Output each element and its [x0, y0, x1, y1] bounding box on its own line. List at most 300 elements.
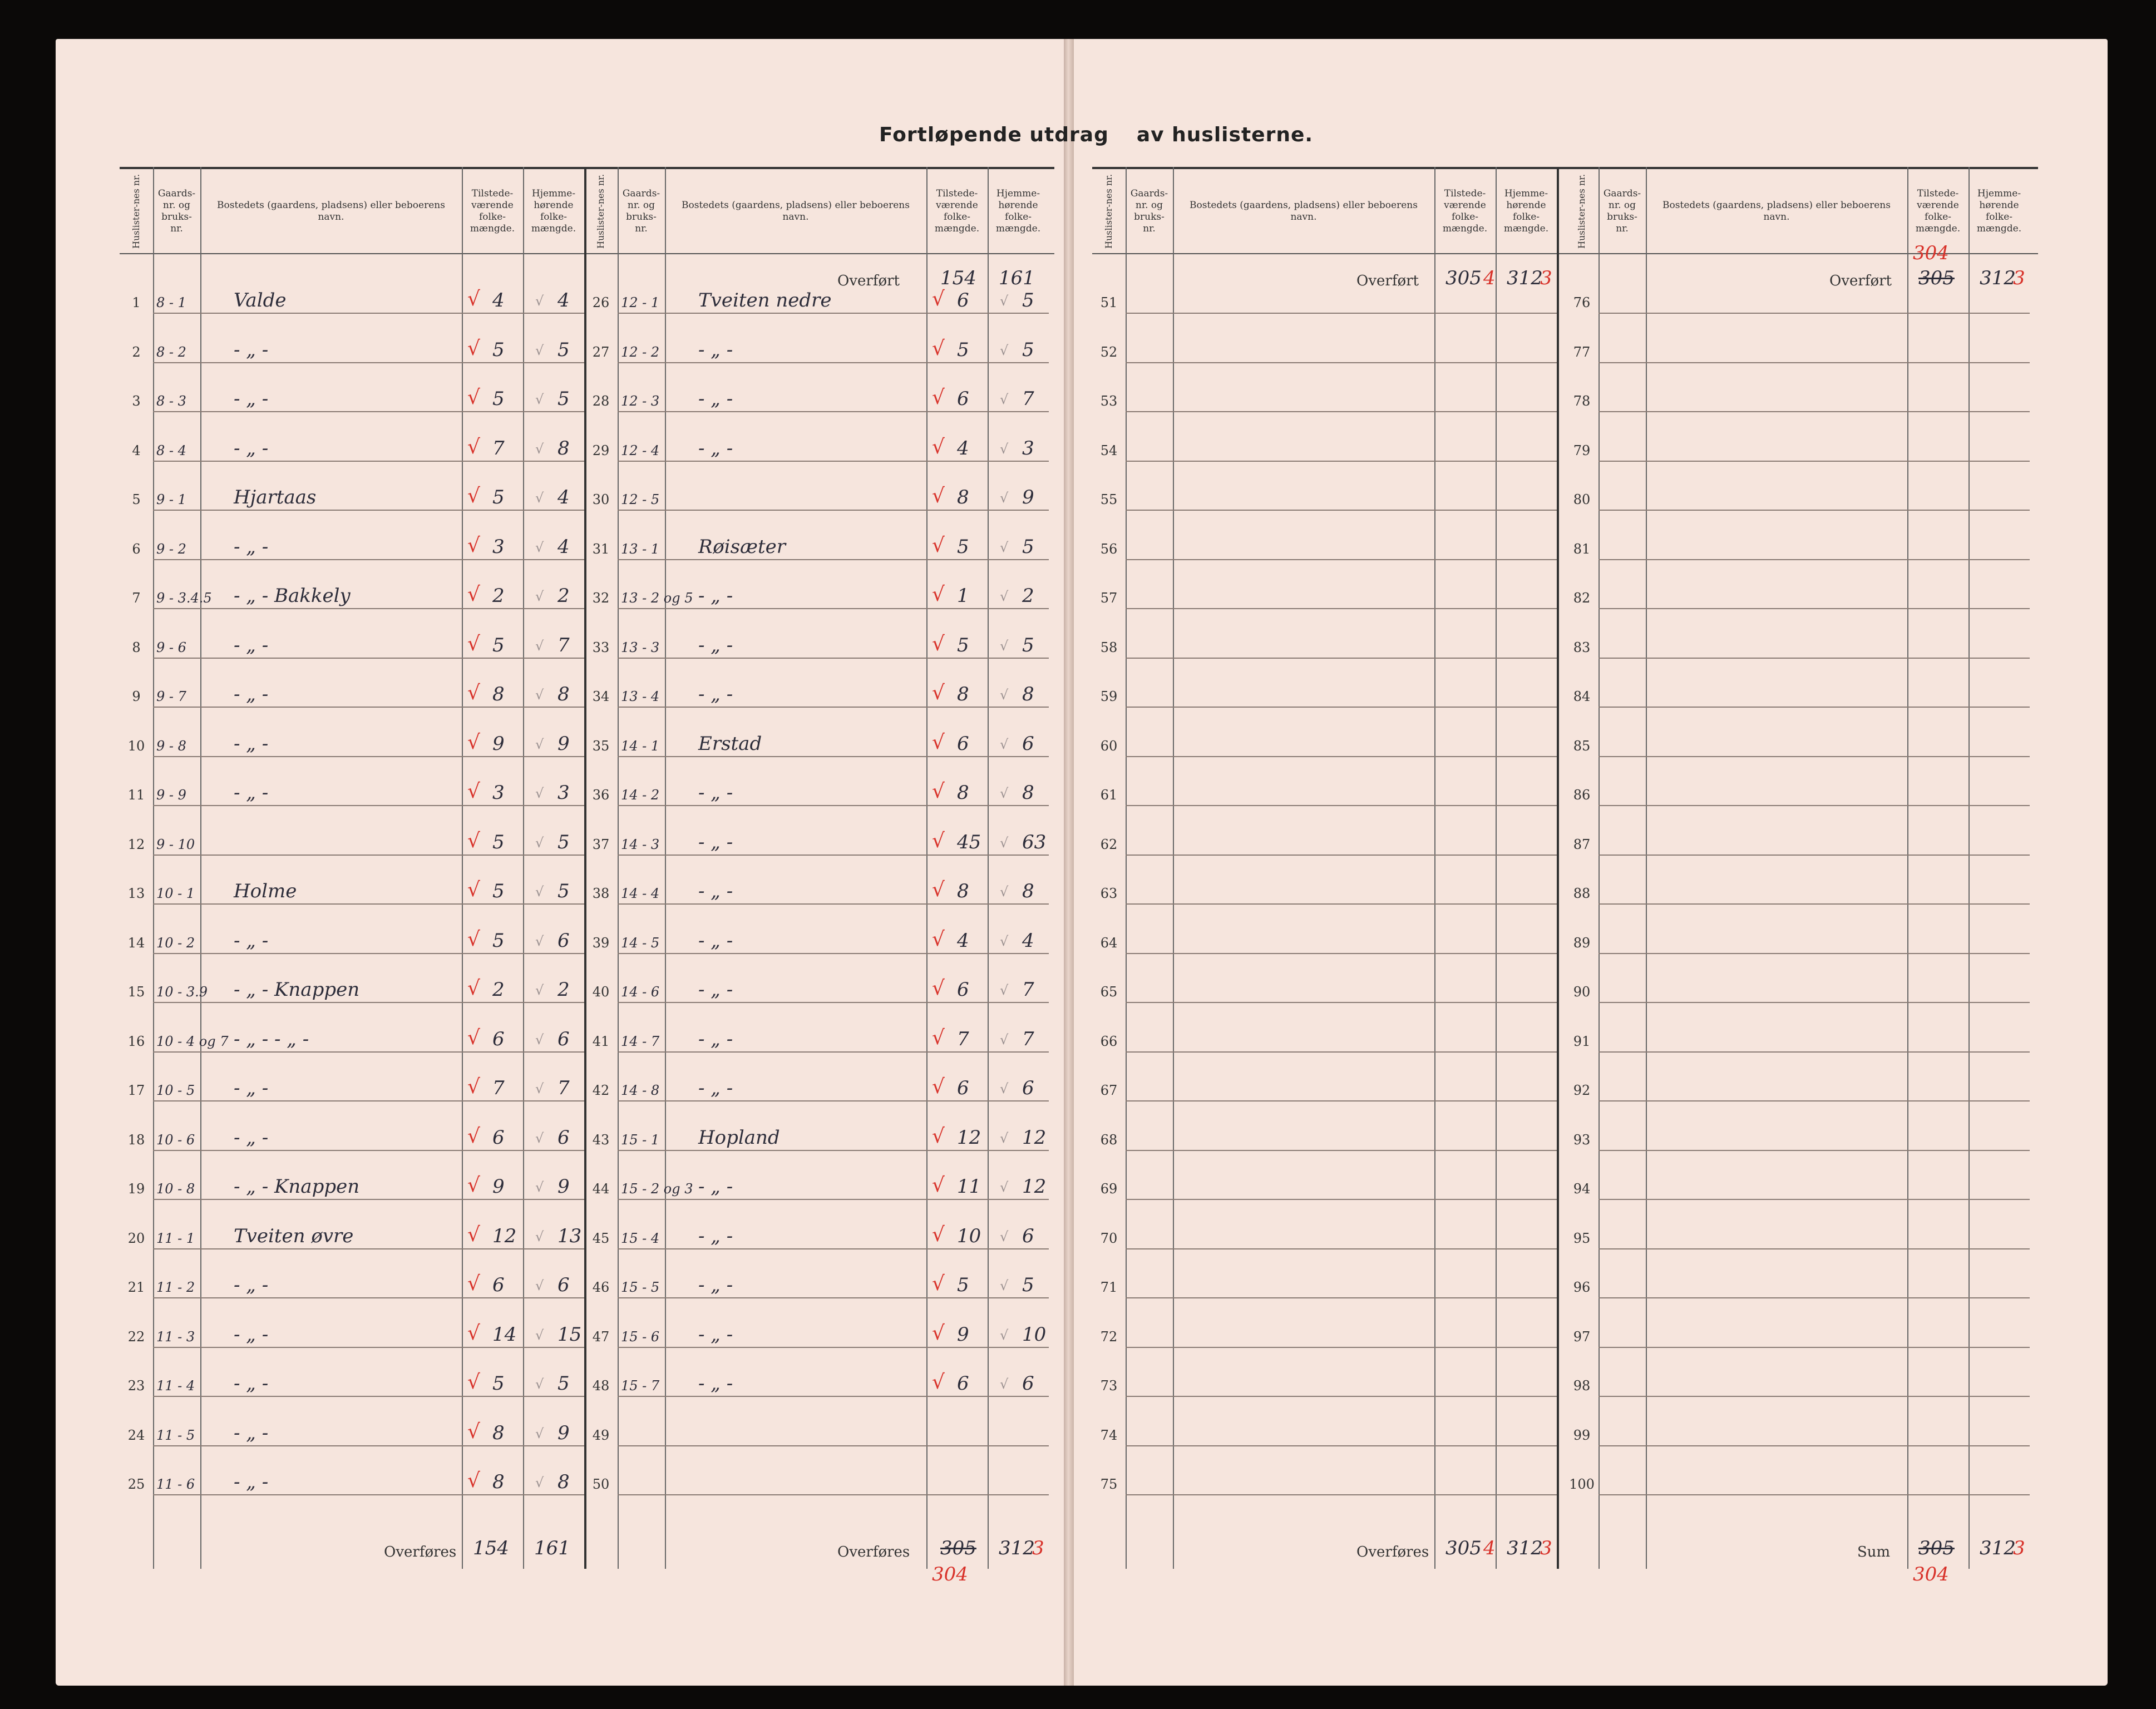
hjemme-count: 5: [557, 880, 570, 902]
red-check-mark: √: [467, 1026, 480, 1049]
row-number: 75: [1100, 1476, 1118, 1492]
red-check-mark: √: [467, 1420, 480, 1443]
bosted-name: - „ -: [234, 1274, 269, 1296]
red-check-mark: √: [932, 1174, 945, 1197]
row-number: 92: [1573, 1083, 1591, 1098]
hjemme-count: 8: [557, 437, 570, 460]
row-number: 86: [1573, 787, 1591, 803]
grey-check-mark: √: [1000, 834, 1009, 851]
row-number: 7: [132, 590, 141, 606]
row-number: 38: [592, 886, 610, 901]
tilstede-count: 45: [957, 831, 981, 853]
table-row: [120, 1200, 1054, 1249]
row-number: 79: [1573, 442, 1591, 458]
tilstede-count: 5: [492, 634, 505, 656]
red-check-mark: √: [467, 534, 480, 557]
hjemme-count: 3: [1022, 437, 1034, 460]
table-row: [1092, 1003, 2038, 1052]
bosted-name: - „ -: [698, 1274, 733, 1296]
red-check-mark: √: [467, 878, 480, 901]
row-number: 89: [1573, 935, 1591, 951]
row-number: 34: [592, 689, 610, 704]
row-number: 37: [592, 836, 610, 852]
title-part-2: av huslisterne.: [1136, 124, 1314, 146]
total-hjemme-fix: 3: [1540, 1537, 1552, 1559]
gaards-bruks-nr: 9 - 7: [156, 689, 186, 704]
hjemme-count: 6: [1022, 1372, 1034, 1395]
gaards-bruks-nr: 9 - 9: [156, 787, 186, 803]
total-hjemme: 161: [534, 1537, 570, 1559]
bosted-name: Tveiten øvre: [234, 1224, 354, 1247]
row-number: 91: [1573, 1033, 1591, 1049]
row-number: 44: [592, 1181, 610, 1197]
table-row: [120, 560, 1054, 609]
gaards-bruks-nr: 11 - 4: [156, 1378, 195, 1394]
table-row: [1092, 1446, 2038, 1495]
bosted-name: Valde: [234, 289, 287, 312]
hjemme-count: 63: [1022, 831, 1047, 853]
row-number: 48: [592, 1378, 610, 1394]
tilstede-count: 4: [492, 289, 505, 312]
row-number: 99: [1573, 1427, 1591, 1443]
red-check-mark: √: [467, 1469, 480, 1492]
total-hjemme: 312: [999, 1537, 1035, 1559]
row-number: 94: [1573, 1181, 1591, 1197]
tilstede-count: 2: [492, 585, 505, 607]
bosted-name: - „ -: [234, 1323, 269, 1346]
row-number: 85: [1573, 738, 1591, 754]
gaards-bruks-nr: 13 - 2 og 5: [621, 590, 693, 606]
red-check-mark: √: [467, 1371, 480, 1394]
carried-tilstede: 305: [1445, 267, 1482, 289]
tilstede-count: 8: [957, 486, 969, 508]
tilstede-count: 5: [492, 338, 505, 361]
table-row: [1092, 708, 2038, 757]
header-tilstede: Tilstede-værende folke-mængde.: [934, 188, 980, 234]
grey-check-mark: √: [1000, 1278, 1009, 1293]
table-row: [120, 708, 1054, 757]
table-row: [1092, 954, 2038, 1002]
red-check-mark: √: [932, 829, 945, 852]
table-row: [120, 658, 1054, 707]
gaards-bruks-nr: 8 - 4: [156, 442, 186, 458]
hjemme-count: 8: [557, 683, 570, 705]
row-number: 58: [1100, 639, 1118, 655]
carried-hjemme: 161: [999, 267, 1035, 289]
tilstede-count: 6: [957, 1077, 969, 1099]
hjemme-count: 9: [557, 1175, 570, 1198]
grey-check-mark: √: [1000, 736, 1009, 752]
gaards-bruks-nr: 10 - 3.9: [156, 984, 208, 1000]
table-row: [120, 855, 1054, 904]
table-row: [1092, 1200, 2038, 1249]
row-number: 40: [592, 984, 610, 1000]
total-hjemme-fix: 3: [1032, 1537, 1044, 1559]
tilstede-count: 5: [957, 338, 969, 361]
red-check-mark: √: [932, 1223, 945, 1246]
row-number: 18: [127, 1132, 145, 1148]
row-number: 72: [1100, 1328, 1118, 1345]
row-number: 19: [127, 1181, 145, 1197]
tilstede-count: 5: [492, 1372, 505, 1395]
hjemme-count: 7: [1022, 388, 1034, 410]
header-tilstede: Tilstede-værende folke-mængde.: [1915, 188, 1961, 234]
hjemme-count: 7: [557, 1077, 570, 1099]
grey-check-mark: √: [535, 982, 544, 998]
hjemme-count: 6: [1022, 1077, 1034, 1099]
row-number: 8: [132, 639, 141, 655]
red-check-mark: √: [932, 435, 945, 458]
tilstede-count: 8: [957, 683, 969, 705]
row-number: 61: [1100, 787, 1118, 803]
table-row: [1092, 1150, 2038, 1199]
grey-check-mark: √: [1000, 1081, 1009, 1096]
gaards-bruks-nr: 8 - 1: [156, 295, 186, 310]
tilstede-count: 5: [957, 634, 969, 656]
row-number: 76: [1573, 295, 1591, 310]
header-tilstede: Tilstede-værende folke-mængde.: [470, 188, 515, 234]
row-number: 100: [1569, 1476, 1595, 1492]
row-number: 9: [132, 689, 141, 704]
gaards-bruks-nr: 13 - 4: [621, 689, 660, 704]
red-check-mark: √: [932, 632, 945, 655]
table-row: [120, 1298, 1054, 1347]
hjemme-count: 9: [557, 1421, 570, 1444]
row-number: 78: [1573, 393, 1591, 409]
row-number: 84: [1573, 689, 1591, 704]
bosted-name: Hopland: [698, 1126, 780, 1149]
gaards-bruks-nr: 11 - 5: [156, 1427, 195, 1443]
table-row: [120, 1003, 1054, 1052]
header-rule: [120, 253, 1054, 254]
header-husliste-nr: Huslister-nes nr.: [131, 174, 141, 249]
table-row: [1092, 314, 2038, 363]
table-row: [1092, 1347, 2038, 1396]
total-tilstede-corrected: 304: [932, 1563, 968, 1585]
red-check-mark: √: [932, 878, 945, 901]
gaards-bruks-nr: 13 - 3: [621, 639, 660, 655]
gaards-bruks-nr: 10 - 2: [156, 935, 195, 951]
table-row: [120, 1052, 1054, 1101]
row-number: 21: [127, 1280, 145, 1295]
row-rule: [1599, 1494, 2030, 1495]
tilstede-count: 8: [492, 1421, 505, 1444]
header-husliste-nr: Huslister-nes nr.: [595, 174, 606, 249]
row-number: 23: [127, 1378, 145, 1394]
bosted-name: - „ -: [234, 1372, 269, 1395]
bosted-name: - „ -: [234, 388, 269, 410]
grey-check-mark: √: [535, 884, 544, 900]
row-number: 52: [1100, 344, 1118, 360]
tilstede-count: 9: [492, 1175, 505, 1198]
hjemme-count: 9: [557, 732, 570, 755]
row-number: 80: [1573, 492, 1591, 507]
header-bosted: Bostedets (gaardens, pladsens) eller beboerens navn.: [1662, 200, 1891, 223]
gaards-bruks-nr: 14 - 2: [621, 787, 660, 803]
table-row: [120, 511, 1054, 560]
total-tilstede: 154: [473, 1537, 509, 1559]
grey-check-mark: √: [535, 933, 544, 949]
hjemme-count: 7: [1022, 1028, 1034, 1050]
red-check-mark: √: [467, 1075, 480, 1098]
grey-check-mark: √: [535, 638, 544, 654]
tilstede-count: 5: [492, 929, 505, 952]
row-number: 12: [127, 836, 145, 852]
hjemme-count: 9: [1022, 486, 1034, 508]
hjemme-count: 2: [557, 585, 570, 607]
hjemme-count: 5: [1022, 634, 1034, 656]
bosted-name: - „ - Knappen: [234, 979, 360, 1001]
tilstede-count: 6: [492, 1274, 505, 1296]
bosted-name: - „ -: [698, 880, 733, 902]
header-bosted: Bostedets (gaardens, pladsens) eller beboerens navn.: [682, 200, 910, 223]
ledger-left: [120, 167, 1054, 1585]
hjemme-count: 8: [1022, 880, 1034, 902]
gaards-bruks-nr: 13 - 1: [621, 541, 660, 557]
red-check-mark: √: [932, 1075, 945, 1098]
hjemme-count: 5: [1022, 535, 1034, 558]
row-number: 47: [592, 1328, 610, 1345]
grey-check-mark: √: [535, 1179, 544, 1195]
table-row: [1092, 806, 2038, 855]
row-number: 66: [1100, 1033, 1118, 1049]
bosted-name: - „ -: [234, 732, 269, 755]
overfort-label: Overført: [1829, 273, 1892, 289]
header-gaards-nr: Gaards-nr. og bruks-nr.: [1603, 188, 1641, 234]
header-hjemme: Hjemme-hørende folke-mængde.: [1503, 188, 1549, 234]
red-check-mark: √: [932, 485, 945, 507]
bosted-name: - „ -: [698, 683, 733, 705]
bosted-name: - „ - Bakkely: [234, 585, 351, 607]
row-number: 13: [127, 886, 145, 901]
tilstede-count: 12: [957, 1126, 981, 1149]
table-row: [1092, 1298, 2038, 1347]
sum-hjemme: 312: [1980, 1537, 2016, 1559]
bosted-name: - „ -: [234, 634, 269, 656]
gaards-bruks-nr: 9 - 1: [156, 492, 186, 507]
red-check-mark: √: [467, 583, 480, 606]
gaards-bruks-nr: 9 - 6: [156, 639, 186, 655]
row-number: 49: [592, 1427, 610, 1443]
overfores-label: Overføres: [1356, 1544, 1429, 1560]
carried-hjemme: 312: [1507, 267, 1543, 289]
carried-hjemme-fix: 3: [1540, 267, 1552, 289]
red-check-mark: √: [932, 780, 945, 803]
row-number: 1: [132, 295, 141, 310]
row-number: 4: [132, 442, 141, 458]
table-row: [120, 363, 1054, 412]
row-number: 31: [592, 541, 610, 557]
grey-check-mark: √: [1000, 1031, 1009, 1048]
grey-check-mark: √: [1000, 786, 1009, 801]
gaards-bruks-nr: 8 - 2: [156, 344, 186, 360]
row-number: 77: [1573, 344, 1591, 360]
bosted-name: Erstad: [698, 732, 762, 755]
row-rule: [618, 1494, 1049, 1495]
red-check-mark: √: [932, 1272, 945, 1295]
hjemme-count: 12: [1022, 1126, 1047, 1149]
row-number: 27: [592, 344, 610, 360]
red-check-mark: √: [467, 977, 480, 1000]
sum-tilstede-old: 305: [1918, 1537, 1955, 1559]
tilstede-count: 8: [957, 880, 969, 902]
tilstede-count: 5: [492, 880, 505, 902]
grey-check-mark: √: [535, 736, 544, 752]
hjemme-count: 5: [1022, 338, 1034, 361]
overfores-label: Overføres: [837, 1544, 910, 1560]
red-check-mark: √: [467, 1174, 480, 1197]
grey-check-mark: √: [535, 293, 544, 309]
grey-check-mark: √: [1000, 982, 1009, 998]
hjemme-count: 8: [1022, 683, 1034, 705]
carried-hjemme-fix: 3: [2013, 267, 2025, 289]
sum-label: Sum: [1857, 1544, 1891, 1560]
table-row: [1092, 511, 2038, 560]
hjemme-count: 6: [557, 1126, 570, 1149]
grey-check-mark: √: [1000, 638, 1009, 654]
row-number: 39: [592, 935, 610, 951]
row-number: 96: [1573, 1280, 1591, 1295]
carried-tilstede: 154: [940, 267, 976, 289]
tilstede-count: 4: [957, 437, 969, 460]
red-check-mark: √: [467, 829, 480, 852]
carried-tilstede-corrected: 304: [1913, 242, 1949, 264]
row-number: 15: [127, 984, 145, 1000]
table-row: [1092, 609, 2038, 658]
row-number: 33: [592, 639, 610, 655]
row-number: 74: [1100, 1427, 1118, 1443]
row-number: 62: [1100, 836, 1118, 852]
grey-check-mark: √: [1000, 884, 1009, 900]
page-fold: [1064, 39, 1074, 1686]
red-check-mark: √: [932, 977, 945, 1000]
gaards-bruks-nr: 12 - 5: [621, 492, 660, 507]
row-number: 90: [1573, 984, 1591, 1000]
gaards-bruks-nr: 9 - 3.4.5: [156, 590, 212, 606]
header-gaards-nr: Gaards-nr. og bruks-nr.: [157, 188, 196, 234]
red-check-mark: √: [467, 780, 480, 803]
header-bosted: Bostedets (gaardens, pladsens) eller beboerens navn.: [1190, 200, 1418, 223]
table-row: [120, 905, 1054, 954]
tilstede-count: 6: [957, 388, 969, 410]
hjemme-count: 6: [1022, 732, 1034, 755]
red-check-mark: √: [932, 1124, 945, 1148]
hjemme-count: 2: [1022, 585, 1034, 607]
table-row: [1092, 1249, 2038, 1298]
header-hjemme: Hjemme-hørende folke-mængde.: [531, 188, 576, 234]
row-number: 93: [1573, 1132, 1591, 1148]
row-number: 50: [592, 1476, 610, 1492]
carried-hjemme: 312: [1980, 267, 2016, 289]
table-row: [120, 1347, 1054, 1396]
row-number: 95: [1573, 1230, 1591, 1246]
gaards-bruks-nr: 15 - 5: [621, 1280, 660, 1295]
header-hjemme: Hjemme-hørende folke-mængde.: [995, 188, 1041, 234]
hjemme-count: 8: [557, 1471, 570, 1493]
hjemme-count: 10: [1022, 1323, 1047, 1346]
page-title: [879, 124, 1313, 146]
gaards-bruks-nr: 14 - 5: [621, 935, 660, 951]
tilstede-count: 6: [957, 289, 969, 312]
table-row: [120, 757, 1054, 806]
gaards-bruks-nr: 11 - 6: [156, 1476, 195, 1492]
grey-check-mark: √: [535, 1475, 544, 1490]
row-number: 73: [1100, 1378, 1118, 1394]
row-number: 29: [592, 442, 610, 458]
bosted-name: - „ -: [234, 1471, 269, 1493]
hjemme-count: 3: [557, 782, 570, 804]
row-number: 3: [132, 393, 141, 409]
tilstede-count: 3: [492, 782, 505, 804]
gaards-bruks-nr: 10 - 1: [156, 886, 195, 901]
hjemme-count: 4: [557, 535, 570, 558]
bosted-name: - „ -: [698, 979, 733, 1001]
table-row: [1092, 412, 2038, 461]
tilstede-count: 5: [957, 1274, 969, 1296]
header-gaards-nr: Gaards-nr. og bruks-nr.: [1130, 188, 1168, 234]
tilstede-count: 7: [492, 437, 505, 460]
gaards-bruks-nr: 14 - 6: [621, 984, 660, 1000]
grey-check-mark: √: [1000, 1130, 1009, 1146]
hjemme-count: 4: [557, 289, 570, 312]
row-number: 41: [592, 1033, 610, 1049]
grey-check-mark: √: [1000, 687, 1009, 703]
row-number: 17: [127, 1083, 145, 1098]
gaards-bruks-nr: 10 - 5: [156, 1083, 195, 1098]
bosted-name: Hjartaas: [234, 486, 317, 508]
grey-check-mark: √: [1000, 933, 1009, 949]
row-number: 83: [1573, 639, 1591, 655]
bosted-name: - „ -: [698, 585, 733, 607]
tilstede-count: 9: [957, 1323, 969, 1346]
tilstede-count: 6: [492, 1028, 505, 1050]
bosted-name: - „ -: [698, 338, 733, 361]
hjemme-count: 6: [1022, 1224, 1034, 1247]
tilstede-count: 14: [492, 1323, 517, 1346]
grey-check-mark: √: [1000, 589, 1009, 604]
row-number: 55: [1100, 492, 1118, 507]
hjemme-count: 5: [557, 388, 570, 410]
table-row: [120, 264, 1054, 313]
row-number: 65: [1100, 984, 1118, 1000]
hjemme-count: 7: [1022, 979, 1034, 1001]
row-number: 64: [1100, 935, 1118, 951]
row-number: 6: [132, 541, 141, 557]
bosted-name: - „ -: [698, 929, 733, 952]
red-check-mark: √: [467, 337, 480, 360]
gaards-bruks-nr: 15 - 1: [621, 1132, 660, 1148]
tilstede-count: 12: [492, 1224, 517, 1247]
tilstede-count: 8: [957, 782, 969, 804]
grey-check-mark: √: [535, 1376, 544, 1392]
row-number: 43: [592, 1132, 610, 1148]
bosted-name: Tveiten nedre: [698, 289, 832, 312]
tilstede-count: 10: [957, 1224, 981, 1247]
table-row: [120, 412, 1054, 461]
tilstede-count: 8: [492, 683, 505, 705]
bosted-name: - „ -: [698, 1077, 733, 1099]
grey-check-mark: √: [1000, 293, 1009, 309]
gaards-bruks-nr: 11 - 1: [156, 1230, 195, 1246]
tilstede-count: 6: [492, 1126, 505, 1149]
hjemme-count: 15: [557, 1323, 582, 1346]
gaards-bruks-nr: 14 - 1: [621, 738, 660, 754]
tilstede-count: 7: [492, 1077, 505, 1099]
row-number: 11: [127, 787, 145, 803]
gaards-bruks-nr: 15 - 4: [621, 1230, 660, 1246]
grey-check-mark: √: [1000, 441, 1009, 457]
hjemme-count: 5: [1022, 1274, 1034, 1296]
